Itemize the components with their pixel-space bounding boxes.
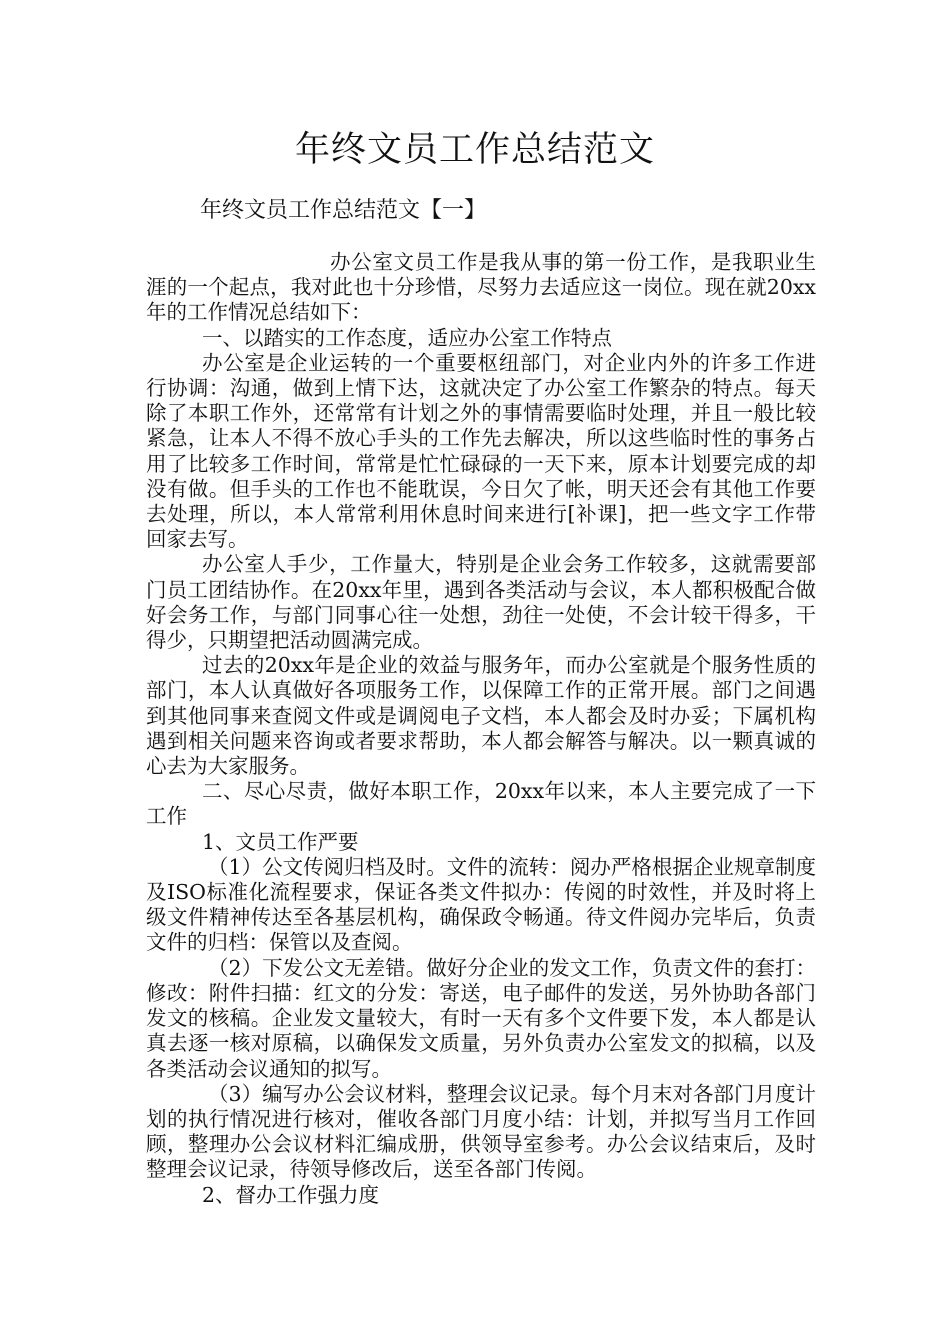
paragraph-office-hub: 办公室是企业运转的一个重要枢纽部门，对企业内外的许多工作进行协调：沟通，做到上情下达，这就决定了办公室工作繁杂的特点。每天除了本职工作外，还常常有计划之外的事情需要临时处理，并且一般比较紧急，让本人不得不放心手头的工作先去解决，所以这些临时性的事务占用了比较多工作时间，常常是忙忙碌碌的一天下来，原本计划要完成的却没有做。但手头的工作也不能耽误，今日欠了帐，明天还会有其他工作要去处理，所以，本人常常利用休息时间来进行[补课]，把一些文字工作带回家去写。 <box>146 350 816 552</box>
heading-part-two: 二、尽心尽责，做好本职工作，20xx年以来，本人主要完成了一下工作 <box>146 779 816 829</box>
paragraph-document-issuing: （2）下发公文无差错。做好分企业的发文工作，负责文件的套打：修改：附件扫描：红文的分发：寄送，电子邮件的发送，另外协助各部门发文的核稿。企业发文量较大，有时一天有多个文件要下发，本人都是认真去逐一核对原稿，以确保发文质量，另外负责办公室发文的拟稿，以及各类活动会议通知的拟写。 <box>146 955 816 1081</box>
heading-part-one: 一、以踏实的工作态度，适应办公室工作特点 <box>202 325 612 350</box>
paragraph-service: 过去的20xx年是企业的效益与服务年，而办公室就是个服务性质的部门，本人认真做好各项服务工作，以保障工作的正常开展。部门之间遇到其他同事来查阅文件或是调阅电子文档，本人都会及时办妥；下属机构遇到相关问题来咨询或者要求帮助，本人都会解答与解决。以一颗真诚的心去为大家服务。 <box>146 653 816 779</box>
paragraph-document-archiving: （1）公文传阅归档及时。文件的流转：阅办严格根据企业规章制度及ISO标准化流程要求，保证各类文件拟办：传阅的时效性，并及时将上级文件精神传达至各基层机构，确保政令畅通。待文件阅办完毕后，负责文件的归档：保管以及查阅。 <box>146 854 816 955</box>
heading-clerk-work: 1、文员工作严要 <box>202 829 359 854</box>
paragraph-meeting-materials: （3）编写办公会议材料，整理会议记录。每个月末对各部门月度计划的执行情况进行核对，催收各部门月度小结：计划，并拟写当月工作回顾，整理办公会议材料汇编成册，供领导室参考。办公会议结束后，及时整理会议记录，待领导修改后，送至各部门传阅。 <box>146 1081 816 1182</box>
section-title: 年终文员工作总结范文【一】 <box>200 198 487 223</box>
paragraph-teamwork: 办公室人手少，工作量大，特别是企业会务工作较多，这就需要部门员工团结协作。在20xx年里，遇到各类活动与会议，本人都积极配合做好会务工作，与部门同事心往一处想，劲往一处使，不会计较干得多，干得少，只期望把活动圆满完成。 <box>146 552 816 653</box>
document-title: 年终文员工作总结范文 <box>294 130 655 170</box>
paragraph-intro: 办公室文员工作是我从事的第一份工作，是我职业生涯的一个起点，我对此也十分珍惜，尽努力去适应这一岗位。现在就20xx年的工作情况总结如下： <box>146 250 816 325</box>
document-body <box>146 250 816 1208</box>
heading-supervision: 2、督办工作强力度 <box>202 1182 380 1207</box>
